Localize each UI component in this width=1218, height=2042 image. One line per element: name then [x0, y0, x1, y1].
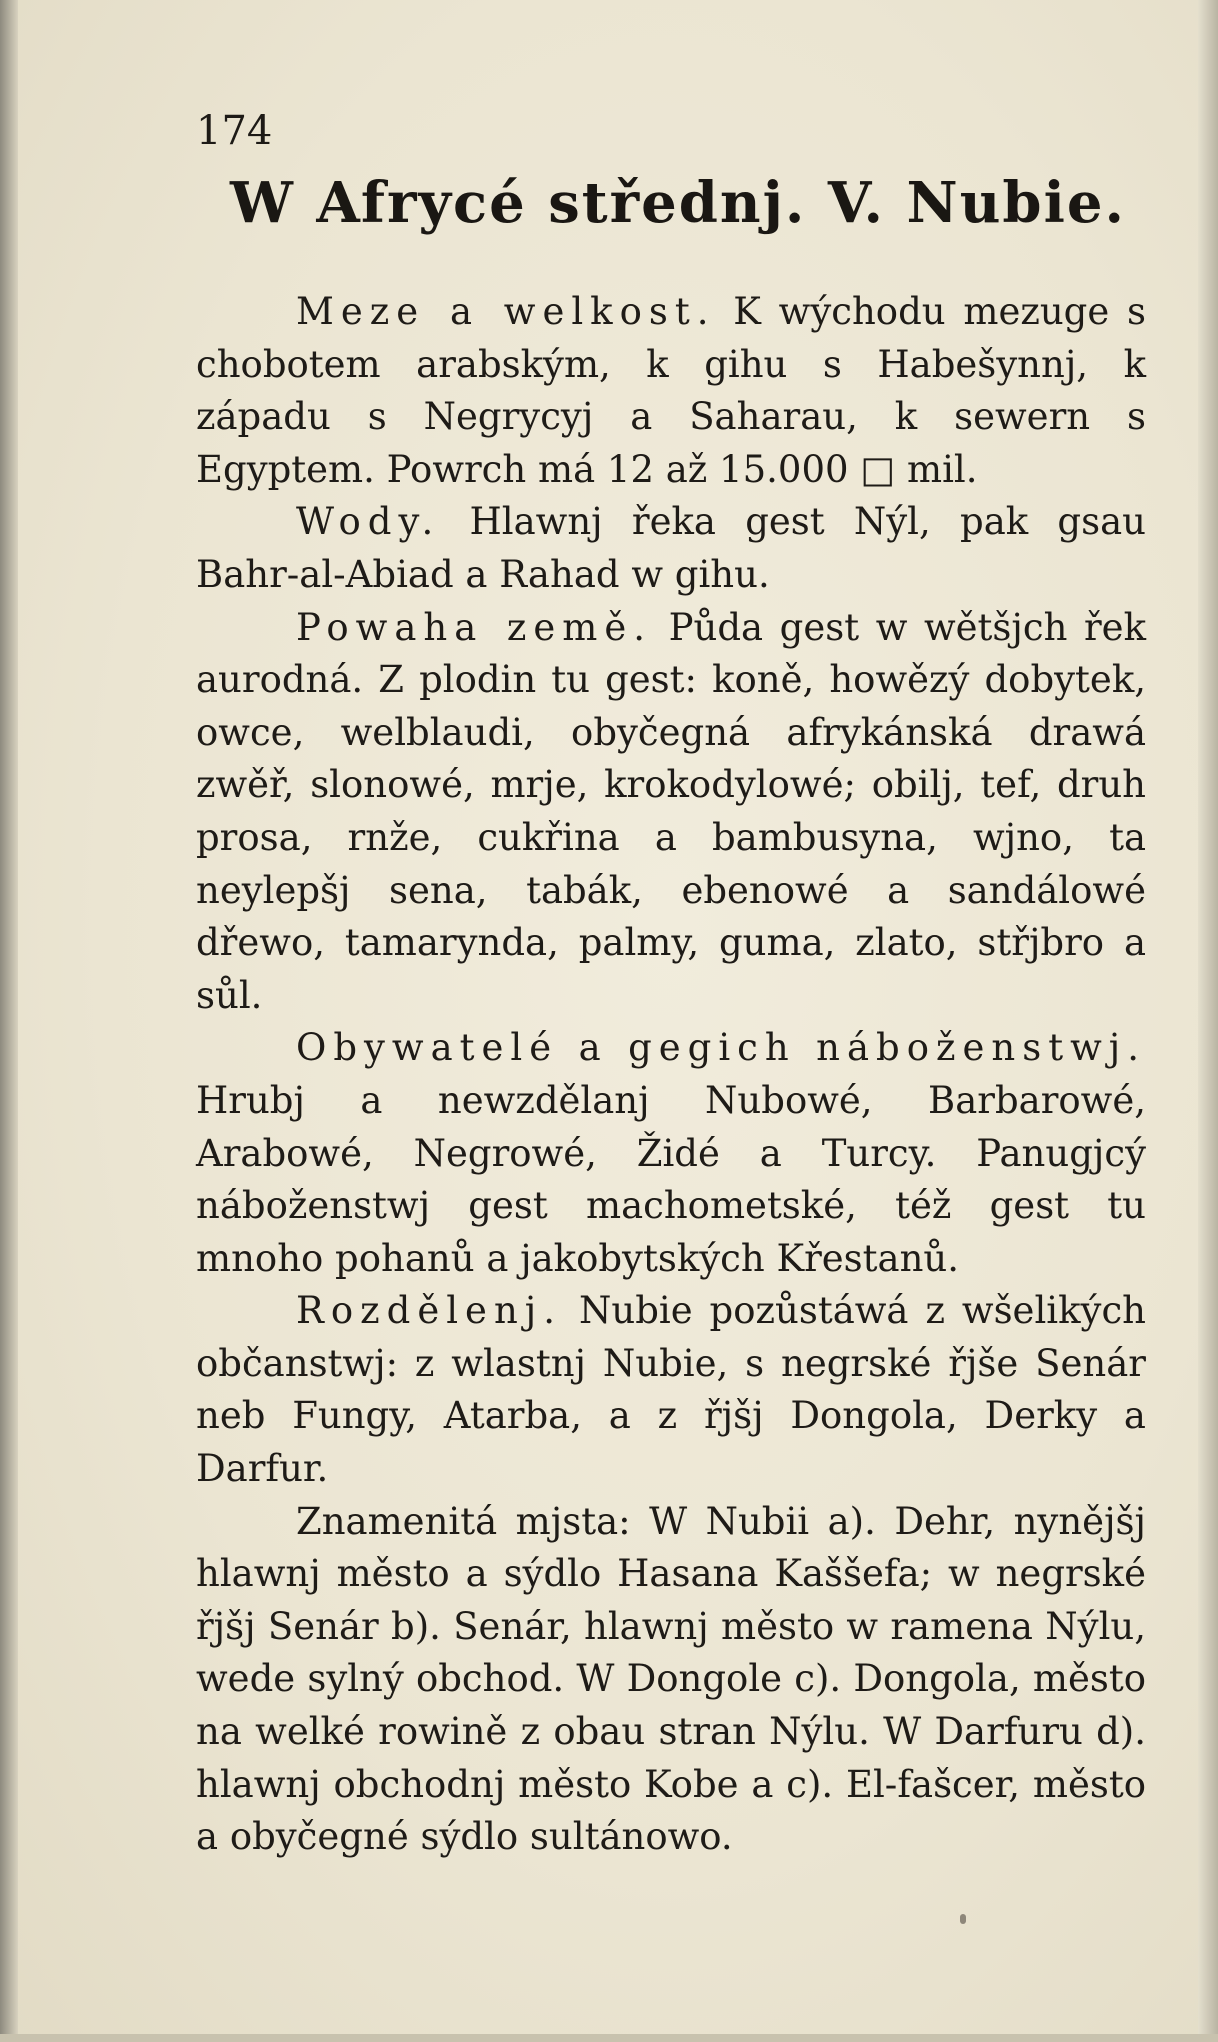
paragraph-boundaries: [196, 286, 1146, 496]
running-head: W Afrycé střednj. V. Nubie.: [230, 170, 1126, 236]
section-heading: Meze a welkost.: [296, 290, 716, 333]
section-heading: Wody.: [296, 500, 441, 544]
page-right-edge: [1198, 0, 1218, 2042]
page-number: 174: [196, 108, 273, 154]
body-text: [196, 286, 1146, 1864]
paragraph-inhabitants: [196, 1022, 1146, 1285]
paragraph-places: [196, 1496, 1146, 1864]
section-heading: Obywatelé a gegich náboženstwj.: [296, 1026, 1146, 1070]
paragraph-text: Nubie pozůstáwá z wšelikých občanstwj: z wlastnj Nubie, s negrské řjše Senár neb Fungy, Atarba, a z řjšj Dongola, Derky a Darfur.: [196, 1289, 1146, 1491]
paragraph-text: Znamenitá mjsta: W Nubii a). Dehr, nynějšj hlawnj město a sýdlo Hasana Kaššefa; w negrské řjšj Senár b). Senár, hlawnj město w ramena Nýlu, wede sylný obchod. W Dongole c). Dongola, město na welké rowině z obau stran Nýlu. W Darfuru d). hlawnj obchodnj město Kobe a c). El-fašcer, město a obyčegné sýdlo sultánowo.: [196, 1499, 1146, 1859]
paragraph-text: Půda gest w wětšjch řek aurodná. Z plodin tu gest: koně, howězý dobytek, owce, welblaudi, obyčegná afrykánská drawá zwěř, slonowé, mrje, krokodylowé; obilj, tef, druh prosa, rnže, cukřina a bambusyna, wjno, ta neylepšj sena, tabák, ebenowé a sandálowé dřewo, tamarynda, palmy, guma, zlato, střjbro a sůl.: [196, 605, 1146, 1017]
section-heading: Rozdělenj.: [296, 1289, 563, 1333]
page-bottom-edge: [0, 2034, 1218, 2042]
paragraph-land: [196, 602, 1146, 1023]
ink-speck: [960, 1914, 966, 1924]
paragraph-text: Hlawnj řeka gest Nýl, pak gsau Bahr-al-Abiad a Rahad w gihu.: [196, 500, 1146, 596]
paragraph-division: [196, 1285, 1146, 1495]
section-heading: Powaha země.: [296, 605, 653, 649]
page-gutter-shadow: [0, 0, 18, 2042]
paragraph-text: K wýchodu mezuge s chobotem arabským, k gihu s Habešynnj, k západu s Negrycyj a Saharau, k sewern s Egyptem. Powrch má 12 až 15.000 □ mil.: [196, 290, 1147, 491]
paragraph-text: Hrubj a newzdělanj Nubowé, Barbarowé, Arabowé, Negrowé, Židé a Turcy. Panugjcý náboženstwj gest machometské, též gest tu mnoho pohanů a jakobytských Křestanů.: [196, 1078, 1146, 1280]
paragraph-waters: [196, 496, 1146, 601]
